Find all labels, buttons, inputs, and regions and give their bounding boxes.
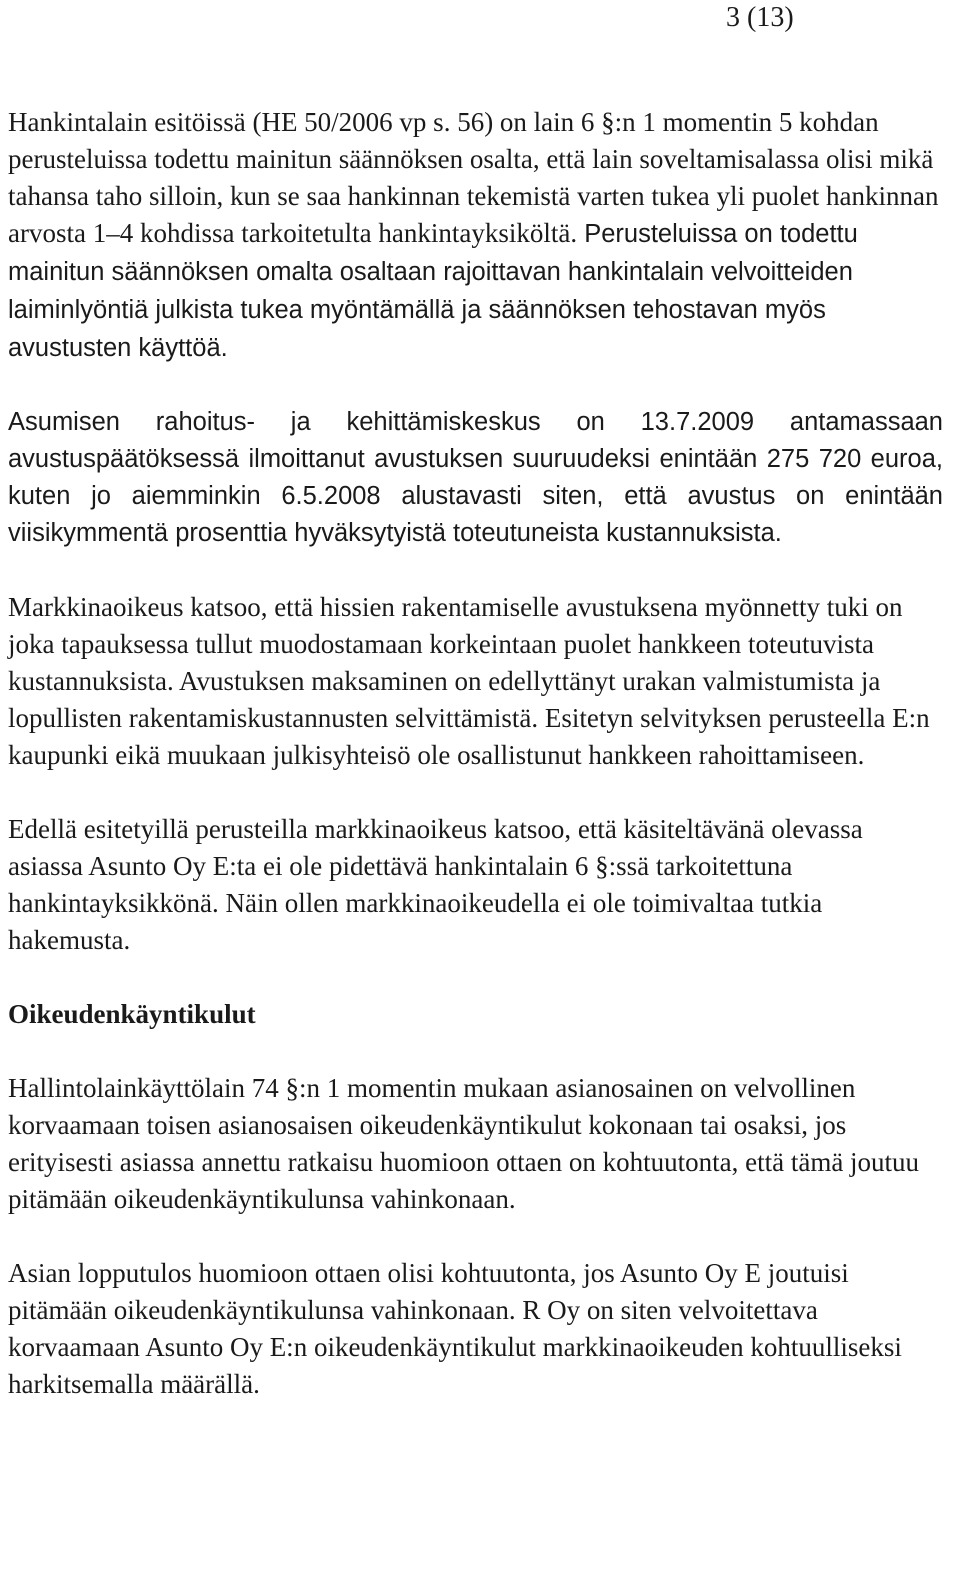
paragraph-legal-costs-decision: Asian lopputulos huomioon ottaen olisi kohtuutonta, jos Asunto Oy E joutuisi pitämään oikeudenkäyntikulunsa vahinkonaan. R Oy on siten velvoitettava korvaamaan Asunto Oy E:n oikeudenkäyntikulut markkinaoikeuden kohtuulliseksi harkitsemalla määrällä. [8,1258,902,1399]
paragraph-text-part: Hankintalain esitöissä (HE 50/2006 vp s. 56) on lain 6 §:n 1 momentin 5 kohdan perusteluissa todettu mainitun säännöksen osalta, että lain soveltamisalassa olisi mikä tahansa taho silloin, kun se saa hankinnan tekemistä varten tukea yli puolet hankinnan arvosta 1–4 kohdissa tarkoitetulta hankintayksiköltä. [8,107,939,248]
page-number: 3 (13) [726,2,794,33]
section-heading-legal-costs: Oikeudenkäyntikulut [8,999,256,1029]
paragraph-court-view: Markkinaoikeus katsoo, että hissien rakentamiselle avustuksena myönnetty tuki on joka tapauksessa tullut muodostamaan korkeintaan puolet hankkeen toteutuvista kustannuksista. Avustuksen maksaminen on edellyttänyt urakan valmistumista ja lopullisten rakentamiskustannusten selvittämistä. Esitetyn selvityksen perusteella E:n kaupunki eikä muukaan julkisyhteisö ole osallistunut hankkeen rahoittamiseen. [8,592,930,770]
paragraph-conclusion: Edellä esitetyillä perusteilla markkinaoikeus katsoo, että käsiteltävänä olevassa asiassa Asunto Oy E:ta ei ole pidettävä hankintalain 6 §:ssä tarkoitettuna hankintayksikkönä. Näin ollen markkinaoikeudella ei ole toimivaltaa tutkia hakemusta. [8,814,863,955]
paragraph-text-part-sans: Perusteluissa on todettu mainitun säännöksen omalta osaltaan rajoittavan hankintalain velvoitteiden laiminlyöntiä julkista tukea myöntämällä ja säännöksen tehostavan myös avustusten käyttöä. [8,220,858,362]
document-body [8,104,943,1440]
paragraph-preparatory-works [8,104,943,367]
paragraph-ara-decision: Asumisen rahoitus- ja kehittämiskeskus on 13.7.2009 antamassaan avustuspäätöksessä ilmoittanut avustuksen suuruudeksi enintään 275 720 euroa, kuten jo aiemminkin 6.5.2008 alustavasti siten, että avustus on enintään viisikymmentä prosenttia hyväksytyistä toteutuneista kustannuksista. [8,408,943,547]
paragraph-legal-costs-rule: Hallintolainkäyttölain 74 §:n 1 momentin mukaan asianosainen on velvollinen korvaamaan toisen asianosaisen oikeudenkäyntikulut kokonaan tai osaksi, jos erityisesti asiassa annettu ratkaisu huomioon ottaen on kohtuutonta, että tämä joutuu pitämään oikeudenkäyntikulunsa vahinkonaan. [8,1073,920,1214]
